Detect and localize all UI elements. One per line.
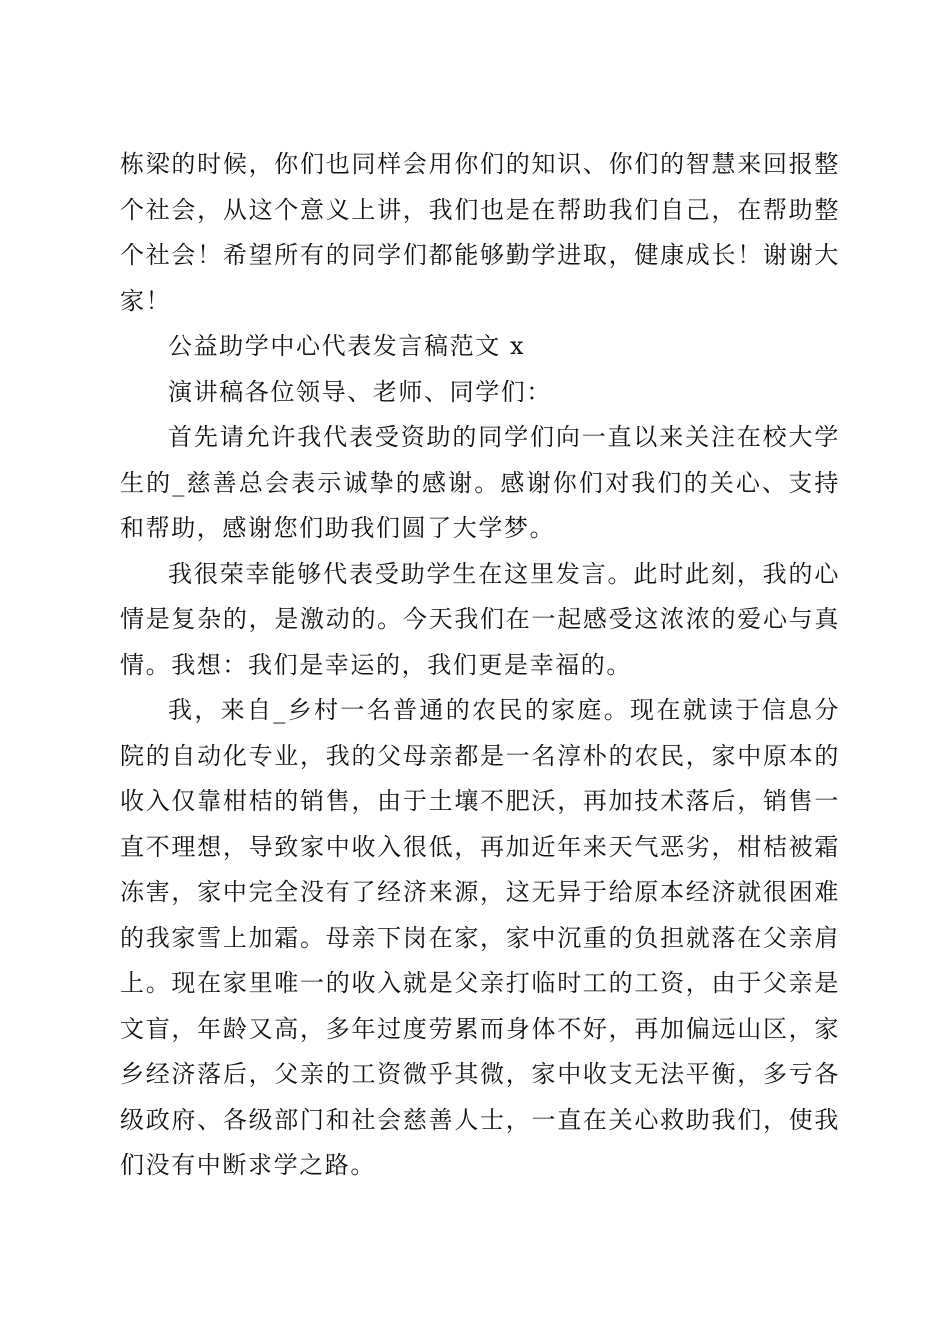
paragraph-continuation: 栋梁的时候，你们也同样会用你们的知识、你们的智慧来回报整个社会，从这个意义上讲，我们也是在帮助我们自己，在帮助整个社会！希望所有的同学们都能够勤学进取，健康成长！谢谢大家！ [120, 150, 840, 315]
paragraph-title: 公益助学中心代表发言稿范文 x [168, 332, 526, 360]
paragraph-background: 我，来自_乡村一名普通的农民的家庭。现在就读于信息分院的自动化专业，我的父母亲都是一名淳朴的农民，家中原本的收入仅靠柑桔的销售，由于土壤不肥沃，再加技术落后，销售一直不理想，导致家中收入很低，再加近年来天气恶劣，柑桔被霜冻害，家中完全没有了经济来源，这无异于给原本经济就很困难的我家雪上加霜。母亲下岗在家，家中沉重的负担就落在父亲肩上。现在家里唯一的收入就是父亲打临时工的工资，由于父亲是文盲，年龄又高，多年过度劳累而身体不好，再加偏远山区，家乡经济落后，父亲的工资微乎其微，家中收支无法平衡，多亏各级政府、各级部门和社会慈善人士，一直在关心救助我们，使我们没有中断求学之路。 [120, 696, 840, 1179]
paragraph-thanks: 首先请允许我代表受资助的同学们向一直以来关注在校大学生的_慈善总会表示诚挚的感谢。感谢你们对我们的关心、支持和帮助，感谢您们助我们圆了大学梦。 [120, 423, 840, 542]
document-body [120, 142, 840, 1189]
paragraph-salutation: 演讲稿各位领导、老师、同学们： [168, 377, 552, 406]
paragraph-honor: 我很荣幸能够代表受助学生在这里发言。此时此刻，我的心情是复杂的，是激动的。今天我们在一起感受这浓浓的爱心与真情。我想：我们是幸运的，我们更是幸福的。 [120, 559, 840, 679]
